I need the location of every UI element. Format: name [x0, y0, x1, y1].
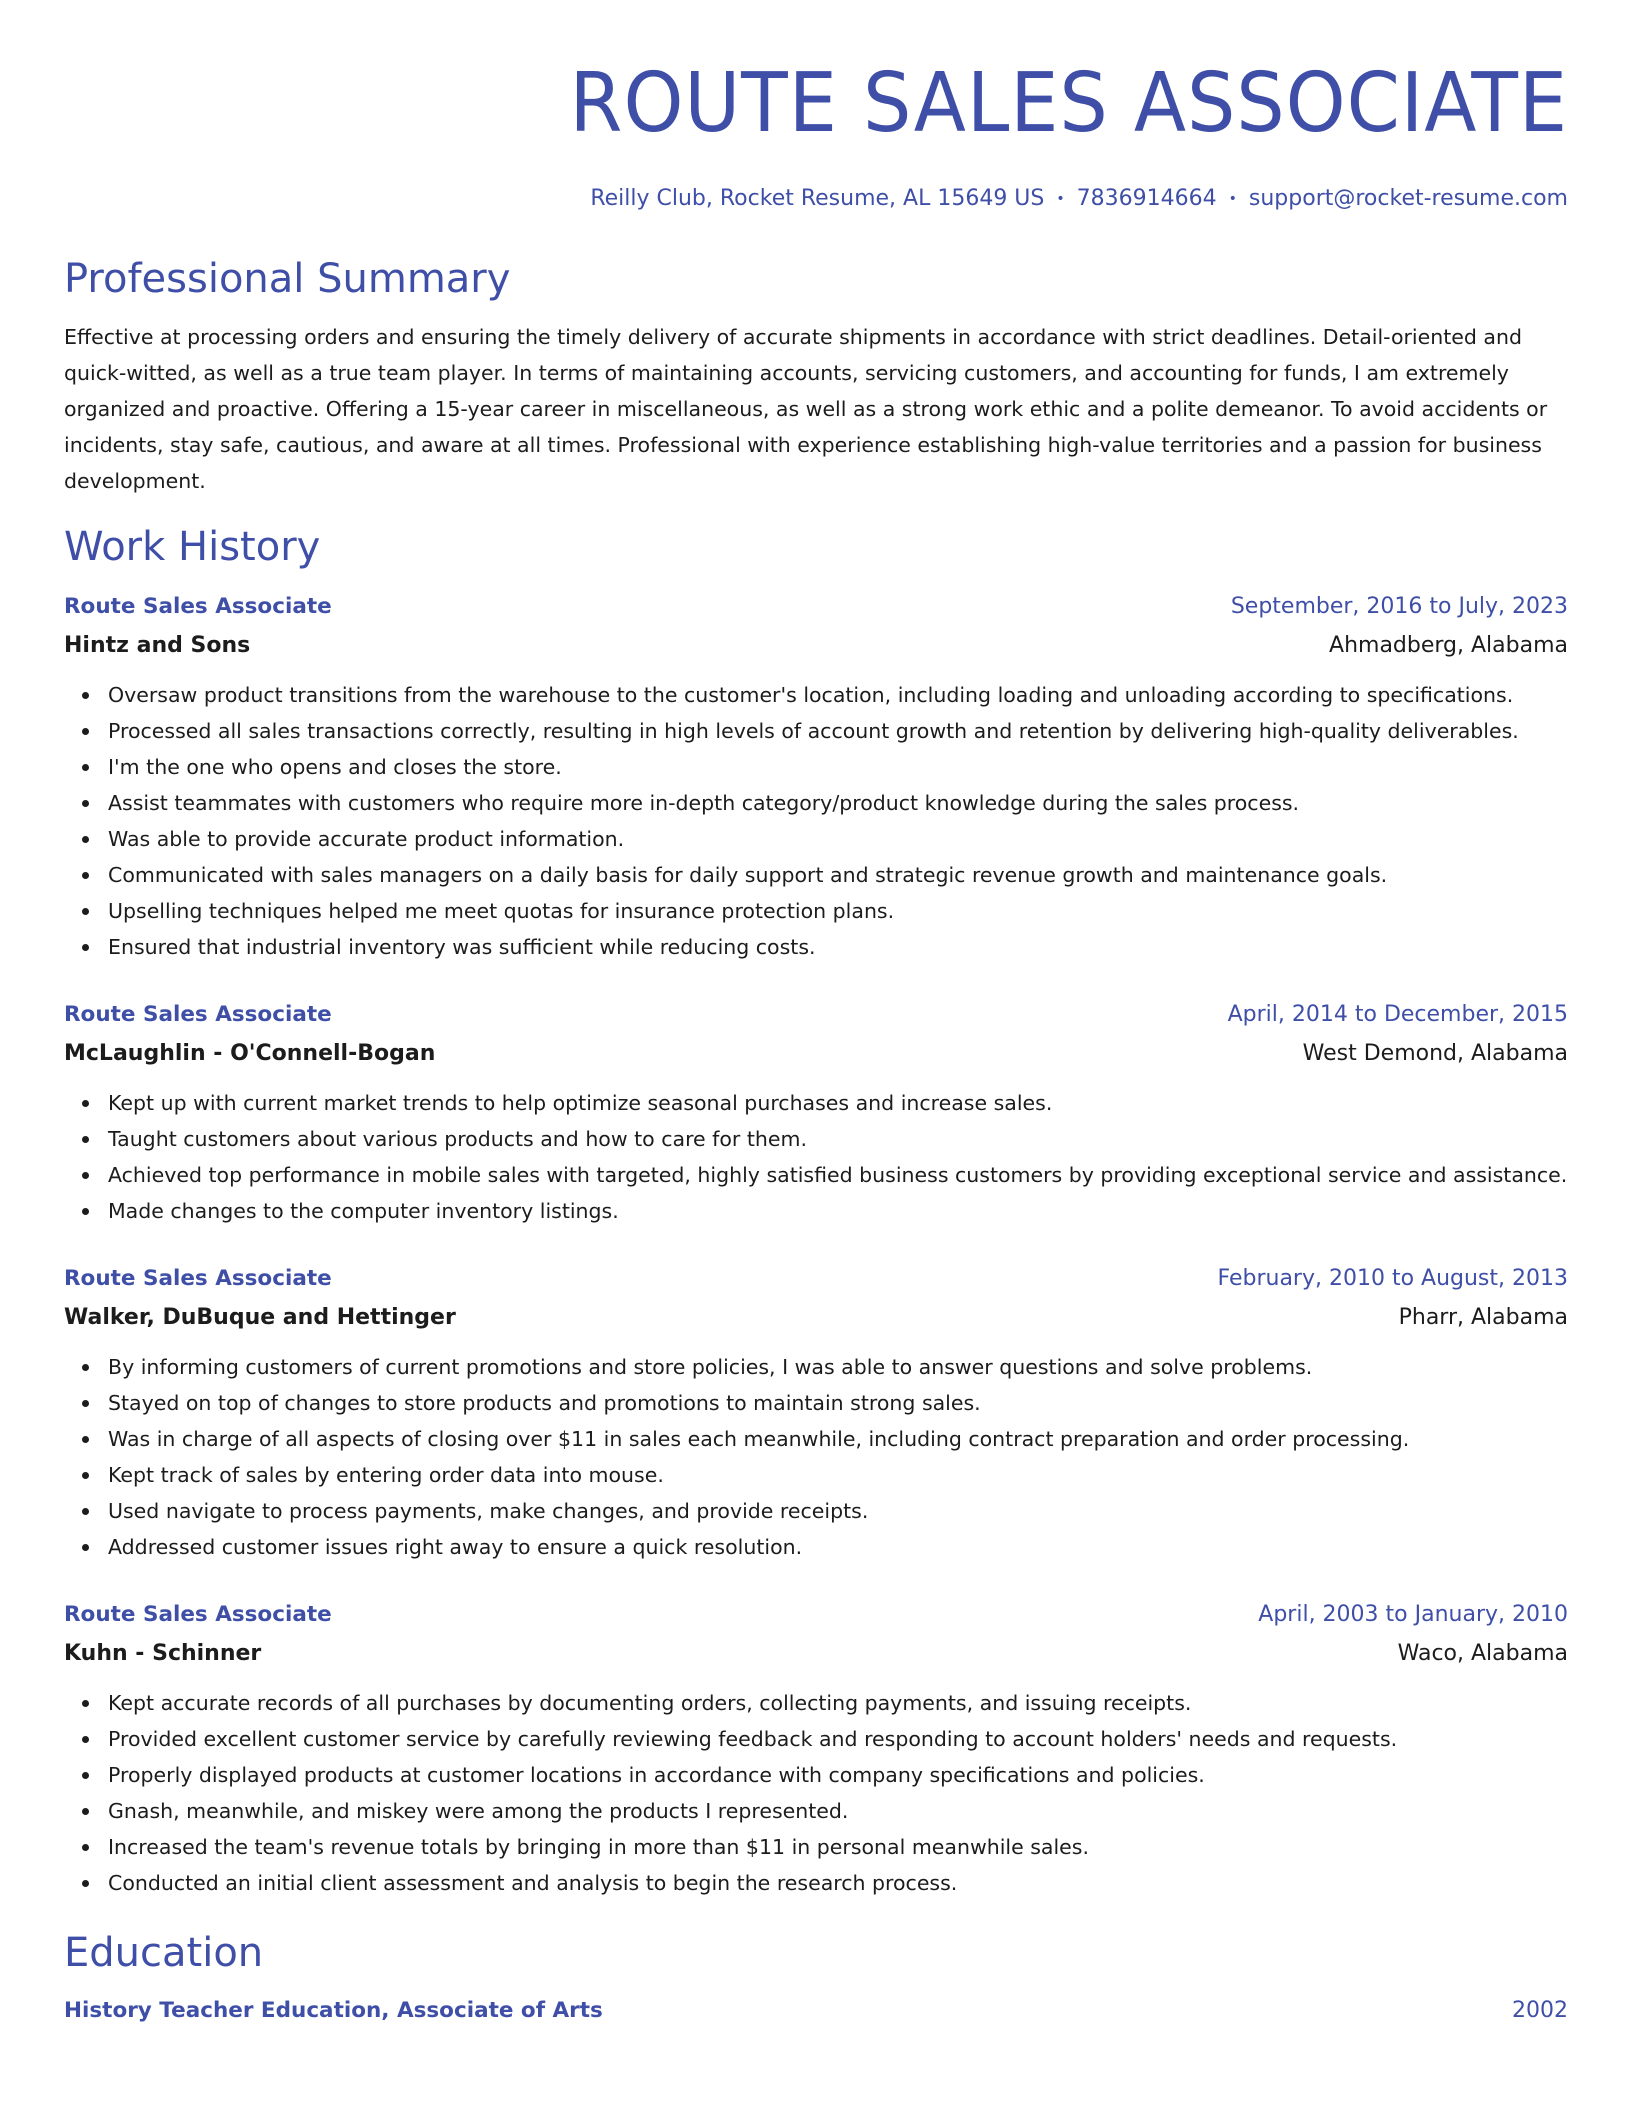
bullet-separator: • — [1228, 191, 1237, 207]
section-title-work-history: Work History — [64, 524, 321, 570]
job-bullet: Assist teammates with customers who require more in-depth category/product knowledge during the sales process. — [108, 785, 1568, 821]
job-title: Route Sales Associate — [64, 1602, 332, 1627]
job-company: Kuhn - Schinner — [64, 1641, 262, 1666]
job-bullet: Communicated with sales managers on a daily basis for daily support and strategic revenue growth and maintenance goals. — [108, 857, 1568, 893]
education-entry — [64, 1991, 1568, 2031]
job-header-row — [64, 1259, 1568, 1299]
job-bullet-list — [64, 677, 1568, 965]
job-list — [64, 587, 1568, 1901]
section-title-education: Education — [64, 1930, 264, 1976]
job-company-row — [64, 1299, 1568, 1337]
job-bullet: Made changes to the computer inventory listings. — [108, 1193, 1568, 1229]
contact-email: support@rocket-resume.com — [1248, 186, 1568, 211]
job-dates: April, 2003 to January, 2010 — [1258, 1602, 1568, 1627]
job-entry — [64, 1595, 1568, 1901]
contact-address: Reilly Club, Rocket Resume, AL 15649 US — [590, 186, 1045, 211]
job-bullet: Taught customers about various products and how to care for them. — [108, 1121, 1568, 1157]
job-bullet: Kept track of sales by entering order data into mouse. — [108, 1457, 1568, 1493]
job-bullet: Addressed customer issues right away to ensure a quick resolution. — [108, 1529, 1568, 1565]
job-bullet: Properly displayed products at customer locations in accordance with company specifications and policies. — [108, 1757, 1568, 1793]
candidate-name: ROUTE SALES ASSOCIATE — [569, 56, 1568, 151]
job-location: Ahmadberg, Alabama — [1329, 633, 1568, 658]
job-company-row — [64, 627, 1568, 665]
job-bullet: I'm the one who opens and closes the store. — [108, 749, 1568, 785]
education-degree: History Teacher Education, Associate of Arts — [64, 1998, 603, 2023]
job-header-row — [64, 587, 1568, 627]
job-entry — [64, 995, 1568, 1229]
job-bullet: Ensured that industrial inventory was sufficient while reducing costs. — [108, 929, 1568, 965]
job-title: Route Sales Associate — [64, 1002, 332, 1027]
job-title: Route Sales Associate — [64, 594, 332, 619]
contact-phone: 7836914664 — [1076, 186, 1217, 211]
job-company: Walker, DuBuque and Hettinger — [64, 1305, 456, 1330]
job-bullet: Was in charge of all aspects of closing over $11 in sales each meanwhile, including contract preparation and order processing. — [108, 1421, 1568, 1457]
job-entry — [64, 587, 1568, 965]
job-bullet: Gnash, meanwhile, and miskey were among the products I represented. — [108, 1793, 1568, 1829]
job-bullet: Was able to provide accurate product information. — [108, 821, 1568, 857]
job-bullet: Stayed on top of changes to store products and promotions to maintain strong sales. — [108, 1385, 1568, 1421]
education-year: 2002 — [1512, 1998, 1568, 2023]
job-bullet: Provided excellent customer service by carefully reviewing feedback and responding to account holders' needs and requests. — [108, 1721, 1568, 1757]
job-location: Waco, Alabama — [1397, 1641, 1568, 1666]
job-bullet: Achieved top performance in mobile sales with targeted, highly satisfied business customers by providing exceptional service and assistance. — [108, 1157, 1568, 1193]
job-dates: September, 2016 to July, 2023 — [1230, 594, 1568, 619]
job-bullet: Conducted an initial client assessment and analysis to begin the research process. — [108, 1865, 1568, 1901]
job-dates: February, 2010 to August, 2013 — [1217, 1266, 1568, 1291]
resume-header — [64, 0, 1568, 211]
job-bullet: By informing customers of current promotions and store policies, I was able to answer questions and solve problems. — [108, 1349, 1568, 1385]
job-company: McLaughlin - O'Connell-Bogan — [64, 1041, 436, 1066]
job-company-row — [64, 1635, 1568, 1673]
job-company-row — [64, 1035, 1568, 1073]
job-location: Pharr, Alabama — [1398, 1305, 1568, 1330]
job-dates: April, 2014 to December, 2015 — [1227, 1002, 1568, 1027]
summary-text: Effective at processing orders and ensuring the timely delivery of accurate shipments in accordance with strict deadlines. Detail-oriented and quick-witted, as well as a true team player. In terms of maintaining accounts, servicing customers, and accounting for funds, I am extremely organized and proactive. Offering a 15-year career in miscellaneous, as well as a strong work ethic and a polite demeanor. To avoid accidents or incidents, stay safe, cautious, and aware at all times. Professional with experience establishing high-value territories and a passion for business development. — [64, 325, 1548, 493]
job-bullet: Used navigate to process payments, make changes, and provide receipts. — [108, 1493, 1568, 1529]
job-bullet: Kept up with current market trends to help optimize seasonal purchases and increase sales. — [108, 1085, 1568, 1121]
job-entry — [64, 1259, 1568, 1565]
job-company: Hintz and Sons — [64, 633, 251, 658]
job-title: Route Sales Associate — [64, 1266, 332, 1291]
section-title-summary: Professional Summary — [64, 256, 511, 302]
job-bullet: Increased the team's revenue totals by bringing in more than $11 in personal meanwhile sales. — [108, 1829, 1568, 1865]
contact-line — [64, 186, 1568, 211]
job-bullet: Kept accurate records of all purchases by documenting orders, collecting payments, and issuing receipts. — [108, 1685, 1568, 1721]
bullet-separator: • — [1056, 191, 1065, 207]
job-bullet: Upselling techniques helped me meet quotas for insurance protection plans. — [108, 893, 1568, 929]
job-bullet: Oversaw product transitions from the warehouse to the customer's location, including loading and unloading according to specifications. — [108, 677, 1568, 713]
job-bullet: Processed all sales transactions correctly, resulting in high levels of account growth and retention by delivering high-quality deliverables. — [108, 713, 1568, 749]
job-bullet-list — [64, 1685, 1568, 1901]
job-bullet-list — [64, 1349, 1568, 1565]
job-location: West Demond, Alabama — [1302, 1041, 1568, 1066]
job-header-row — [64, 1595, 1568, 1635]
job-bullet-list — [64, 1085, 1568, 1229]
job-header-row — [64, 995, 1568, 1035]
